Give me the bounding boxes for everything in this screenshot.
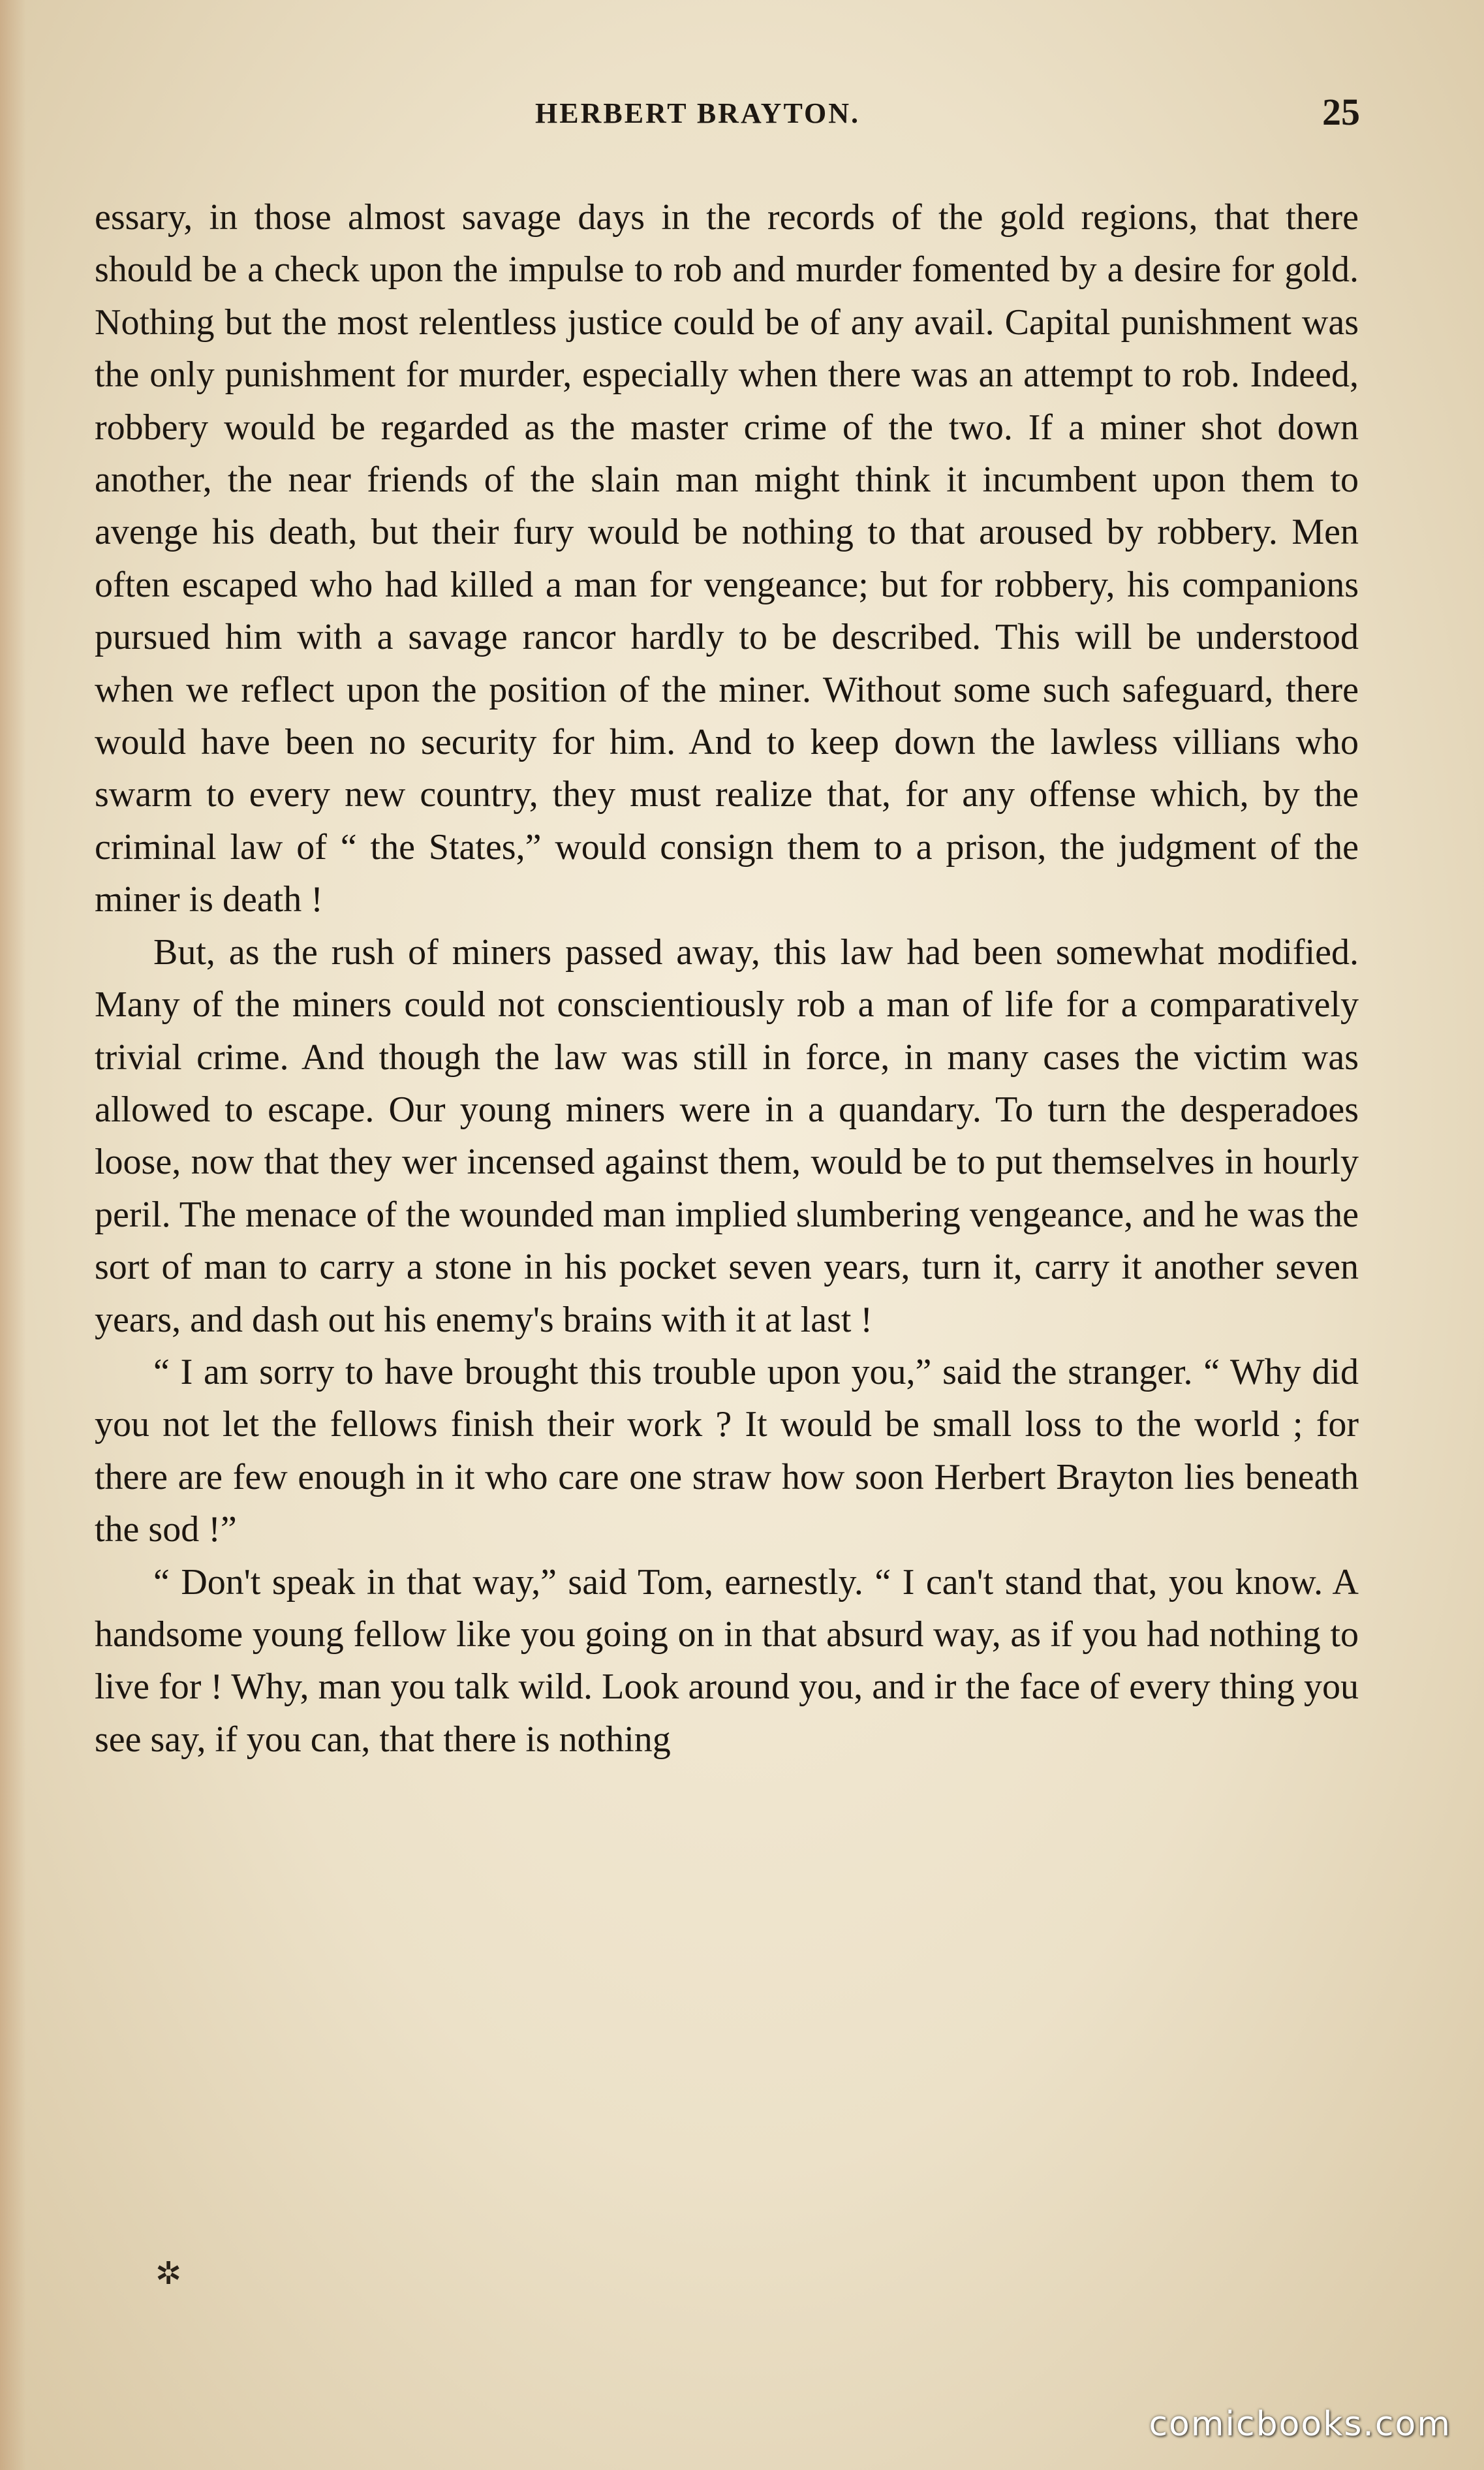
paragraph-1: essary, in those almost savage days in the records of the gold regions, that there should be a check upon the impulse to rob and murder fomented by a desire for gold. Nothing but the most relentless justice could be of any avail. Capital punishment was the only punishment for murder, especially when there was an attempt to rob. Indeed, robbery would be regarded as the master crime of the two. If a miner shot down another, the near friends of the slain man might think it incumbent upon them to avenge his death, but their fury would be nothing to that aroused by robbery. Men often escaped who had killed a man for vengeance; but for robbery, his companions pursued him with a savage rancor hardly to be described. This will be understood when we reflect upon the position of the miner. Without some such safeguard, there would have been no security for him. And to keep down the lawless villians who swarm to every new country, they must realize that, for any offense which, by the criminal law of “ the States,” would consign them to a prison, the judgment of the miner is death ! xyxy=(95,197,1359,920)
watermark-logo: comicbooks.com xyxy=(1149,2405,1451,2444)
running-head xyxy=(0,90,1484,142)
body-text xyxy=(95,191,1359,1766)
paragraph-4: “ Don't speak in that way,” said Tom, earnestly. “ I can't stand that, you know. A handsome young fellow like you going on in that absurd way, as if you had nothing to live for ! Why, man you talk wild. Look around you, and ir the face of every thing you see say, if you can, that there is nothing xyxy=(95,1561,1359,1760)
page-edge-shadow xyxy=(0,0,26,2470)
page-number: 25 xyxy=(1322,91,1360,133)
paragraph-2: But, as the rush of miners passed away, this law had been somewhat modified. Many of the miners could not conscientiously rob a man of life for a comparatively trivial crime. And though the law was still in force, in many cases the victim was allowed to escape. Our young miners were in a quandary. To turn the desperadoes loose, now that they wer incensed against them, would be to put themselves in hourly peril. The menace of the wounded man implied slumbering vengeance, and he was the sort of man to carry a stone in his pocket seven years, turn it, carry it another seven years, and dash out his enemy's brains with it at last ! xyxy=(95,931,1359,1340)
running-title: HERBERT BRAYTON. xyxy=(535,97,861,129)
paragraph-3: “ I am sorry to have brought this trouble upon you,” said the stranger. “ Why did you not let the fellows finish their work ? It would be small loss to the world ; for there are few enough in it who care one straw how soon Herbert Brayton lies beneath the sod !” xyxy=(95,1351,1359,1550)
signature-mark: ✲ xyxy=(155,2257,182,2291)
